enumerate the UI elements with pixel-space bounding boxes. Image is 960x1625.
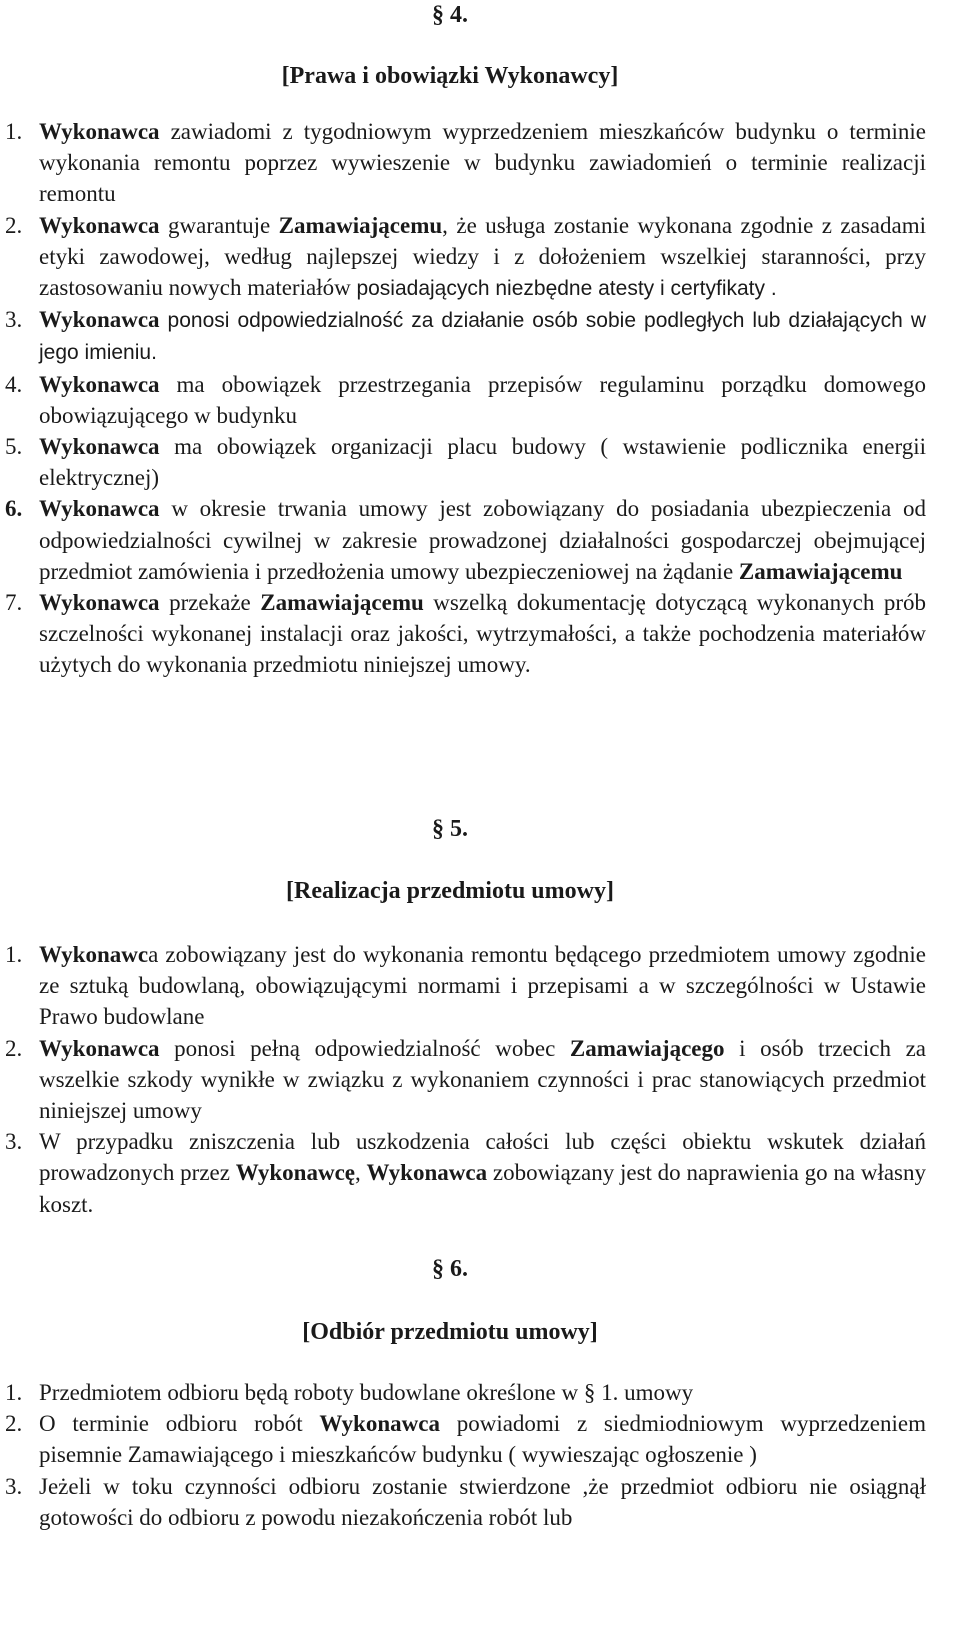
- item-number: 7.: [5, 590, 23, 616]
- item-text: Jeżeli w toku czynności odbioru zostanie stwierdzone ,że przedmiot odbioru nie osiągnął gotowości do odbioru z powodu niezakończenia robót lub: [39, 1473, 926, 1530]
- bold-term: Wykonawca: [39, 307, 160, 333]
- item-text: przekaże: [159, 590, 261, 616]
- item-number: 3.: [5, 1473, 23, 1499]
- section-5-item-1: [0, 939, 926, 1033]
- item-text: zobowiązany jest do naprawienia go na własny koszt.: [39, 1160, 927, 1217]
- bold-term: Wykonawca: [319, 1411, 440, 1437]
- item-text: i osób trzecich za wszelkie szkody wynikłe w związku z wykonaniem czynności i prac stanowiących przedmiot niniejszej umowy: [39, 1035, 926, 1124]
- item-text: , że usługa zostanie wykonana zgodnie z zasadami etyki zawodowej, według najlepszej wiedzy i z dołożeniem wszelkiej staranności, przy zastosowaniu nowych materiałów: [39, 212, 926, 301]
- item-text: gwarantuje: [159, 212, 279, 238]
- bold-term: Wykonawca: [39, 434, 160, 460]
- bold-term: Wykonawca: [39, 590, 160, 616]
- bold-term: Wykonawca: [39, 212, 160, 238]
- item-number: 2.: [5, 212, 23, 238]
- section-6-paragraph-number: § 6.: [432, 1256, 468, 1282]
- bold-term: Zamawiającemu: [278, 212, 443, 238]
- section-4-title: [Prawa i obowiązki Wykonawcy]: [281, 63, 619, 89]
- item-number: 1.: [5, 942, 23, 967]
- bold-term: Wykonawca: [39, 371, 160, 397]
- section-4-paragraph-number: § 4.: [432, 2, 468, 28]
- section-6-list: [0, 1377, 960, 1533]
- item-number: 2.: [5, 1035, 23, 1061]
- item-number: 1.: [5, 119, 23, 144]
- item-text: ma obowiązek organizacji placu budowy ( wstawienie podlicznika energii elektrycznej): [39, 434, 926, 491]
- item-number: 5.: [5, 434, 23, 460]
- bold-term: Wykonawcę: [235, 1160, 355, 1186]
- item-number: 2.: [5, 1411, 23, 1437]
- section-5-paragraph-number: § 5.: [432, 816, 468, 842]
- item-number: 3.: [5, 307, 23, 333]
- section-4-list: [0, 116, 960, 681]
- section-4-item-6: [0, 493, 926, 587]
- section-5-item-3: [0, 1126, 926, 1220]
- item-text: a zobowiązany jest do wykonania remontu będącego przedmiotem umowy zgodnie ze sztuką budowlaną, obowiązującymi normami i przepisami a w szczególności w Ustawie Prawo budowlane: [39, 942, 926, 1030]
- bold-term: Zamawiającemu: [260, 590, 424, 616]
- item-number: 4.: [5, 371, 23, 397]
- item-text: Przedmiotem odbioru będą roboty budowlane określone w § 1. umowy: [39, 1380, 694, 1405]
- section-4-item-2: [0, 210, 926, 305]
- section-4-item-3: [0, 304, 926, 368]
- section-6-title: [Odbiór przedmiotu umowy]: [302, 1319, 598, 1345]
- item-text: ,: [355, 1160, 367, 1186]
- bold-term: Wykonawca: [39, 1035, 160, 1061]
- item-number: 3.: [5, 1129, 23, 1155]
- item-text: W przypadku zniszczenia lub uszkodzenia całości lub części obiektu wskutek działań prowadzonych przez: [39, 1129, 926, 1186]
- section-5-list: [0, 939, 960, 1220]
- bold-term: Wykonawca: [366, 1160, 488, 1186]
- item-text: powiadomi z siedmiodniowym wyprzedzeniem pisemnie Zamawiającego i mieszkańców budynku ( wywieszając ogłoszenie ): [39, 1411, 926, 1468]
- item-number: 6.: [5, 496, 23, 522]
- item-text: ma obowiązek przestrzegania przepisów regulaminu porządku domowego obowiązującego w budynku: [39, 371, 926, 428]
- section-4-item-1: [0, 116, 926, 210]
- item-text: ponosi odpowiedzialność za działanie osób sobie podległych lub działających w jego imieniu.: [39, 309, 926, 365]
- section-5-title: [Realizacja przedmiotu umowy]: [286, 878, 614, 904]
- item-text: posiadających niezbędne atesty i certyfikaty .: [356, 277, 777, 301]
- bold-term: Zamawiającemu: [738, 558, 903, 584]
- bold-term: Wykonawc: [39, 942, 149, 967]
- section-6-item-2: [0, 1408, 926, 1470]
- bold-term: Zamawiającego: [569, 1035, 725, 1061]
- section-4-item-7: [0, 587, 926, 681]
- section-4-item-5: [0, 431, 926, 493]
- section-6-item-1: [0, 1377, 926, 1408]
- section-4-item-4: [0, 369, 926, 431]
- bold-term: Wykonawca: [39, 119, 160, 144]
- item-number: 1.: [5, 1380, 23, 1405]
- section-6-item-3: [0, 1471, 926, 1533]
- section-5-item-2: [0, 1033, 926, 1127]
- bold-term: Wykonawca: [39, 496, 160, 522]
- item-text: O terminie odbioru robót: [39, 1411, 320, 1437]
- item-text: zawiadomi z tygodniowym wyprzedzeniem mieszkańców budynku o terminie wykonania remontu poprzez wywieszenie w budynku zawiadomień o terminie realizacji remontu: [39, 119, 926, 207]
- item-text: ponosi pełną odpowiedzialność wobec: [159, 1035, 570, 1061]
- item-text: wszelką dokumentację dotyczącą wykonanych prób szczelności wykonanej instalacji oraz jakości, wytrzymałości, a także pochodzenia materiałów użytych do wykonania przedmiotu niniejszej umowy.: [39, 590, 926, 678]
- item-text: w okresie trwania umowy jest zobowiązany do posiadania ubezpieczenia od odpowiedzialności cywilnej w zakresie prowadzonej działalności gospodarczej obejmującej przedmiot zamówienia i przedłożenia umowy ubezpieczeniowej na żądanie: [39, 496, 926, 584]
